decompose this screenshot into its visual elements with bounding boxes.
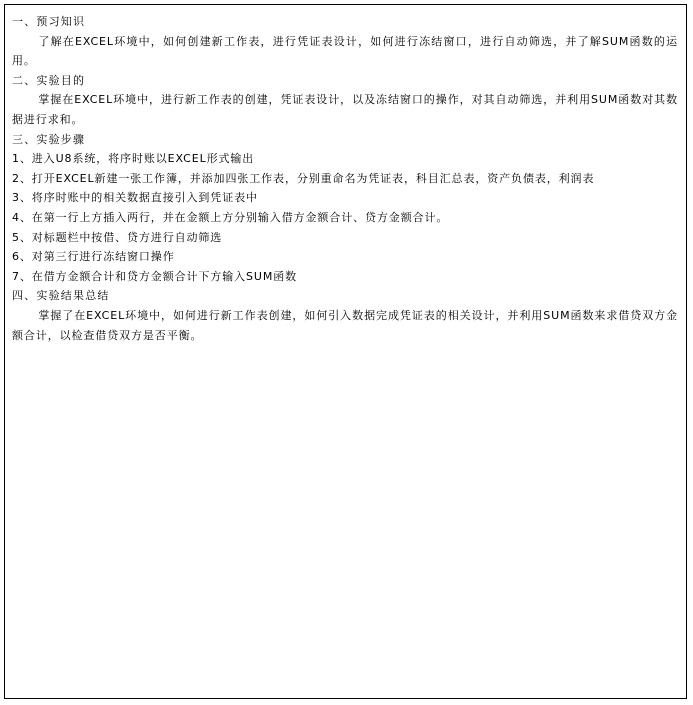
section-heading-steps: 三、实验步骤	[12, 132, 86, 146]
section-paragraph-purpose: 掌握在EXCEL环境中，进行新工作表的创建，凭证表设计，以及冻结窗口的操作，对其自动筛选，并利用SUM函数对其数据进行求和。	[12, 93, 678, 126]
section-heading-summary: 四、实验结果总结	[12, 289, 110, 303]
step-item-6: 6、对第三行进行冻结窗口操作	[12, 250, 175, 264]
step-item-4: 4、在第一行上方插入两行，并在金额上方分别输入借方金额合计、贷方金额合计。	[12, 210, 449, 224]
step-item-1: 1、进入U8系统，将序时账以EXCEL形式输出	[12, 152, 255, 166]
step-item-5: 5、对标题栏中按借、贷方进行自动筛选	[12, 230, 223, 244]
section-heading-preview: 一、预习知识	[12, 15, 86, 28]
step-item-3: 3、将序时账中的相关数据直接引入到凭证表中	[12, 191, 258, 205]
section-paragraph-summary: 掌握了在EXCEL环境中，如何进行新工作表创建，如何引入数据完成凭证表的相关设计，并利用SUM函数来求借贷双方金额合计，以检查借贷双方是否平衡。	[12, 308, 678, 342]
section-paragraph-preview: 了解在EXCEL环境中，如何创建新工作表，进行凭证表设计，如何进行冻结窗口，进行自动筛选，并了解SUM函数的运用。	[12, 34, 678, 68]
section-heading-purpose: 二、实验目的	[12, 73, 86, 87]
step-item-7: 7、在借方金额合计和贷方金额合计下方输入SUM函数	[12, 269, 298, 283]
document-frame	[4, 4, 687, 699]
step-item-2: 2、打开EXCEL新建一张工作簿，并添加四张工作表，分别重命名为凭证表，科目汇总表，资产负债表，利润表	[12, 171, 595, 185]
